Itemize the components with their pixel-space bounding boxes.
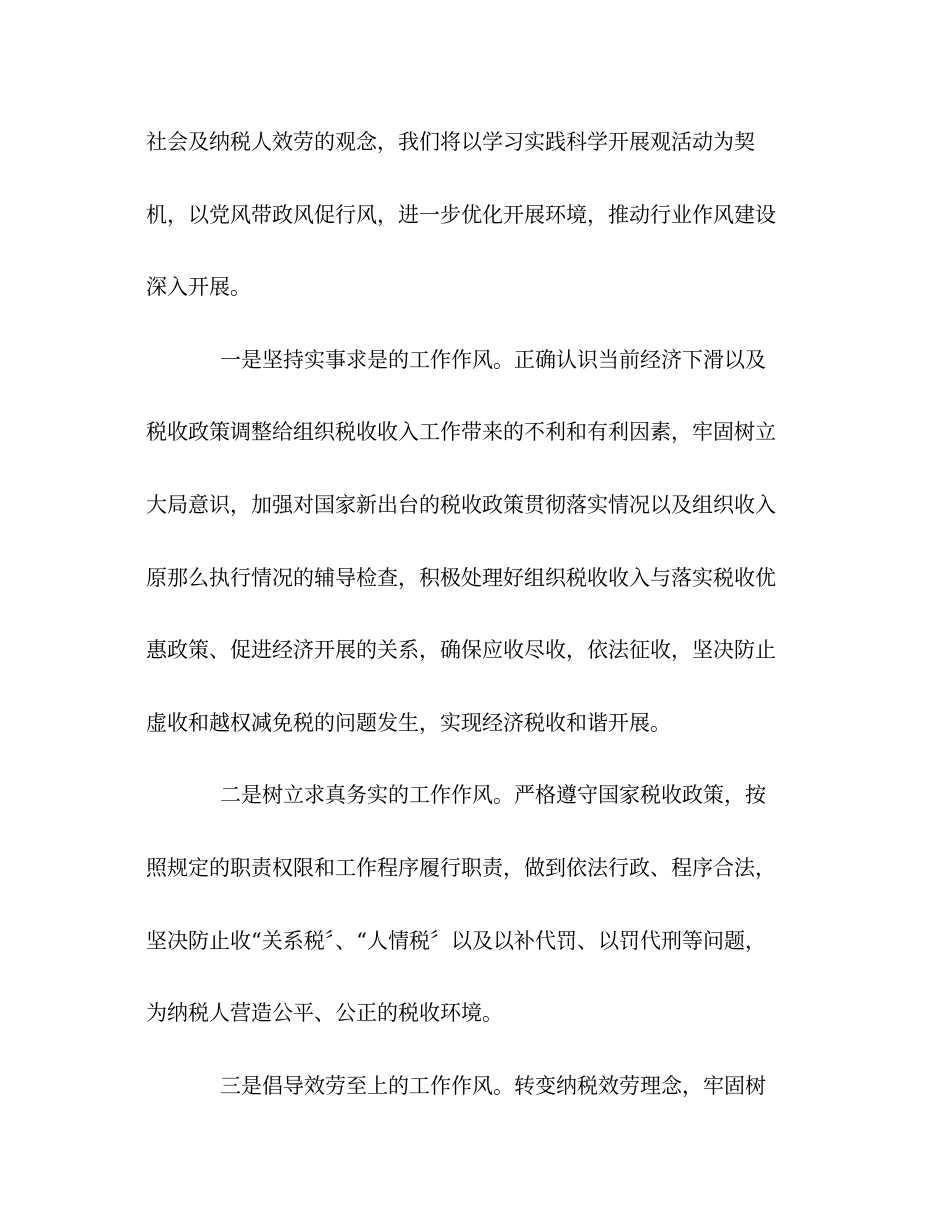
text-line: 为纳税人营造公平、公正的税收环境。 [146, 1001, 503, 1026]
body-text [146, 118, 806, 1134]
paragraph-first-line: 三是倡导效劳至上的工作作风。转变纳税效劳理念，牢固树 [220, 1073, 766, 1098]
text-line: 机，以党风带政风促行风，进一步优化开展环境，推动行业作风建设 [146, 202, 776, 227]
paragraph-first-line: 二是树立求真务实的工作作风。严格遵守国家税收政策，按 [220, 783, 766, 808]
text-line: 原那么执行情况的辅导检查，积极处理好组织税收收入与落实税收优 [146, 565, 776, 590]
text-line: 坚决防止收“关系税〞、“人情税〞以及以补代罚、以罚代刑等问题， [146, 928, 766, 953]
text-line: 社会及纳税人效劳的观念，我们将以学习实践科学开展观活动为契 [146, 130, 755, 154]
text-line: 深入开展。 [146, 275, 251, 300]
text-line: 虚收和越权减免税的问题发生，实现经济税收和谐开展。 [146, 710, 671, 735]
text-line: 惠政策、促进经济开展的关系，确保应收尽收，依法征收，坚决防止 [146, 638, 776, 663]
paragraph-first-line: 一是坚持实事求是的工作作风。正确认识当前经济下滑以及 [220, 347, 766, 372]
text-line: 照规定的职责权限和工作程序履行职责，做到依法行政、程序合法， [146, 855, 776, 880]
text-line: 大局意识，加强对国家新出台的税收政策贯彻落实情况以及组织收入 [146, 492, 776, 517]
text-line: 税收政策调整给组织税收收入工作带来的不利和有利因素，牢固树立 [146, 420, 776, 445]
